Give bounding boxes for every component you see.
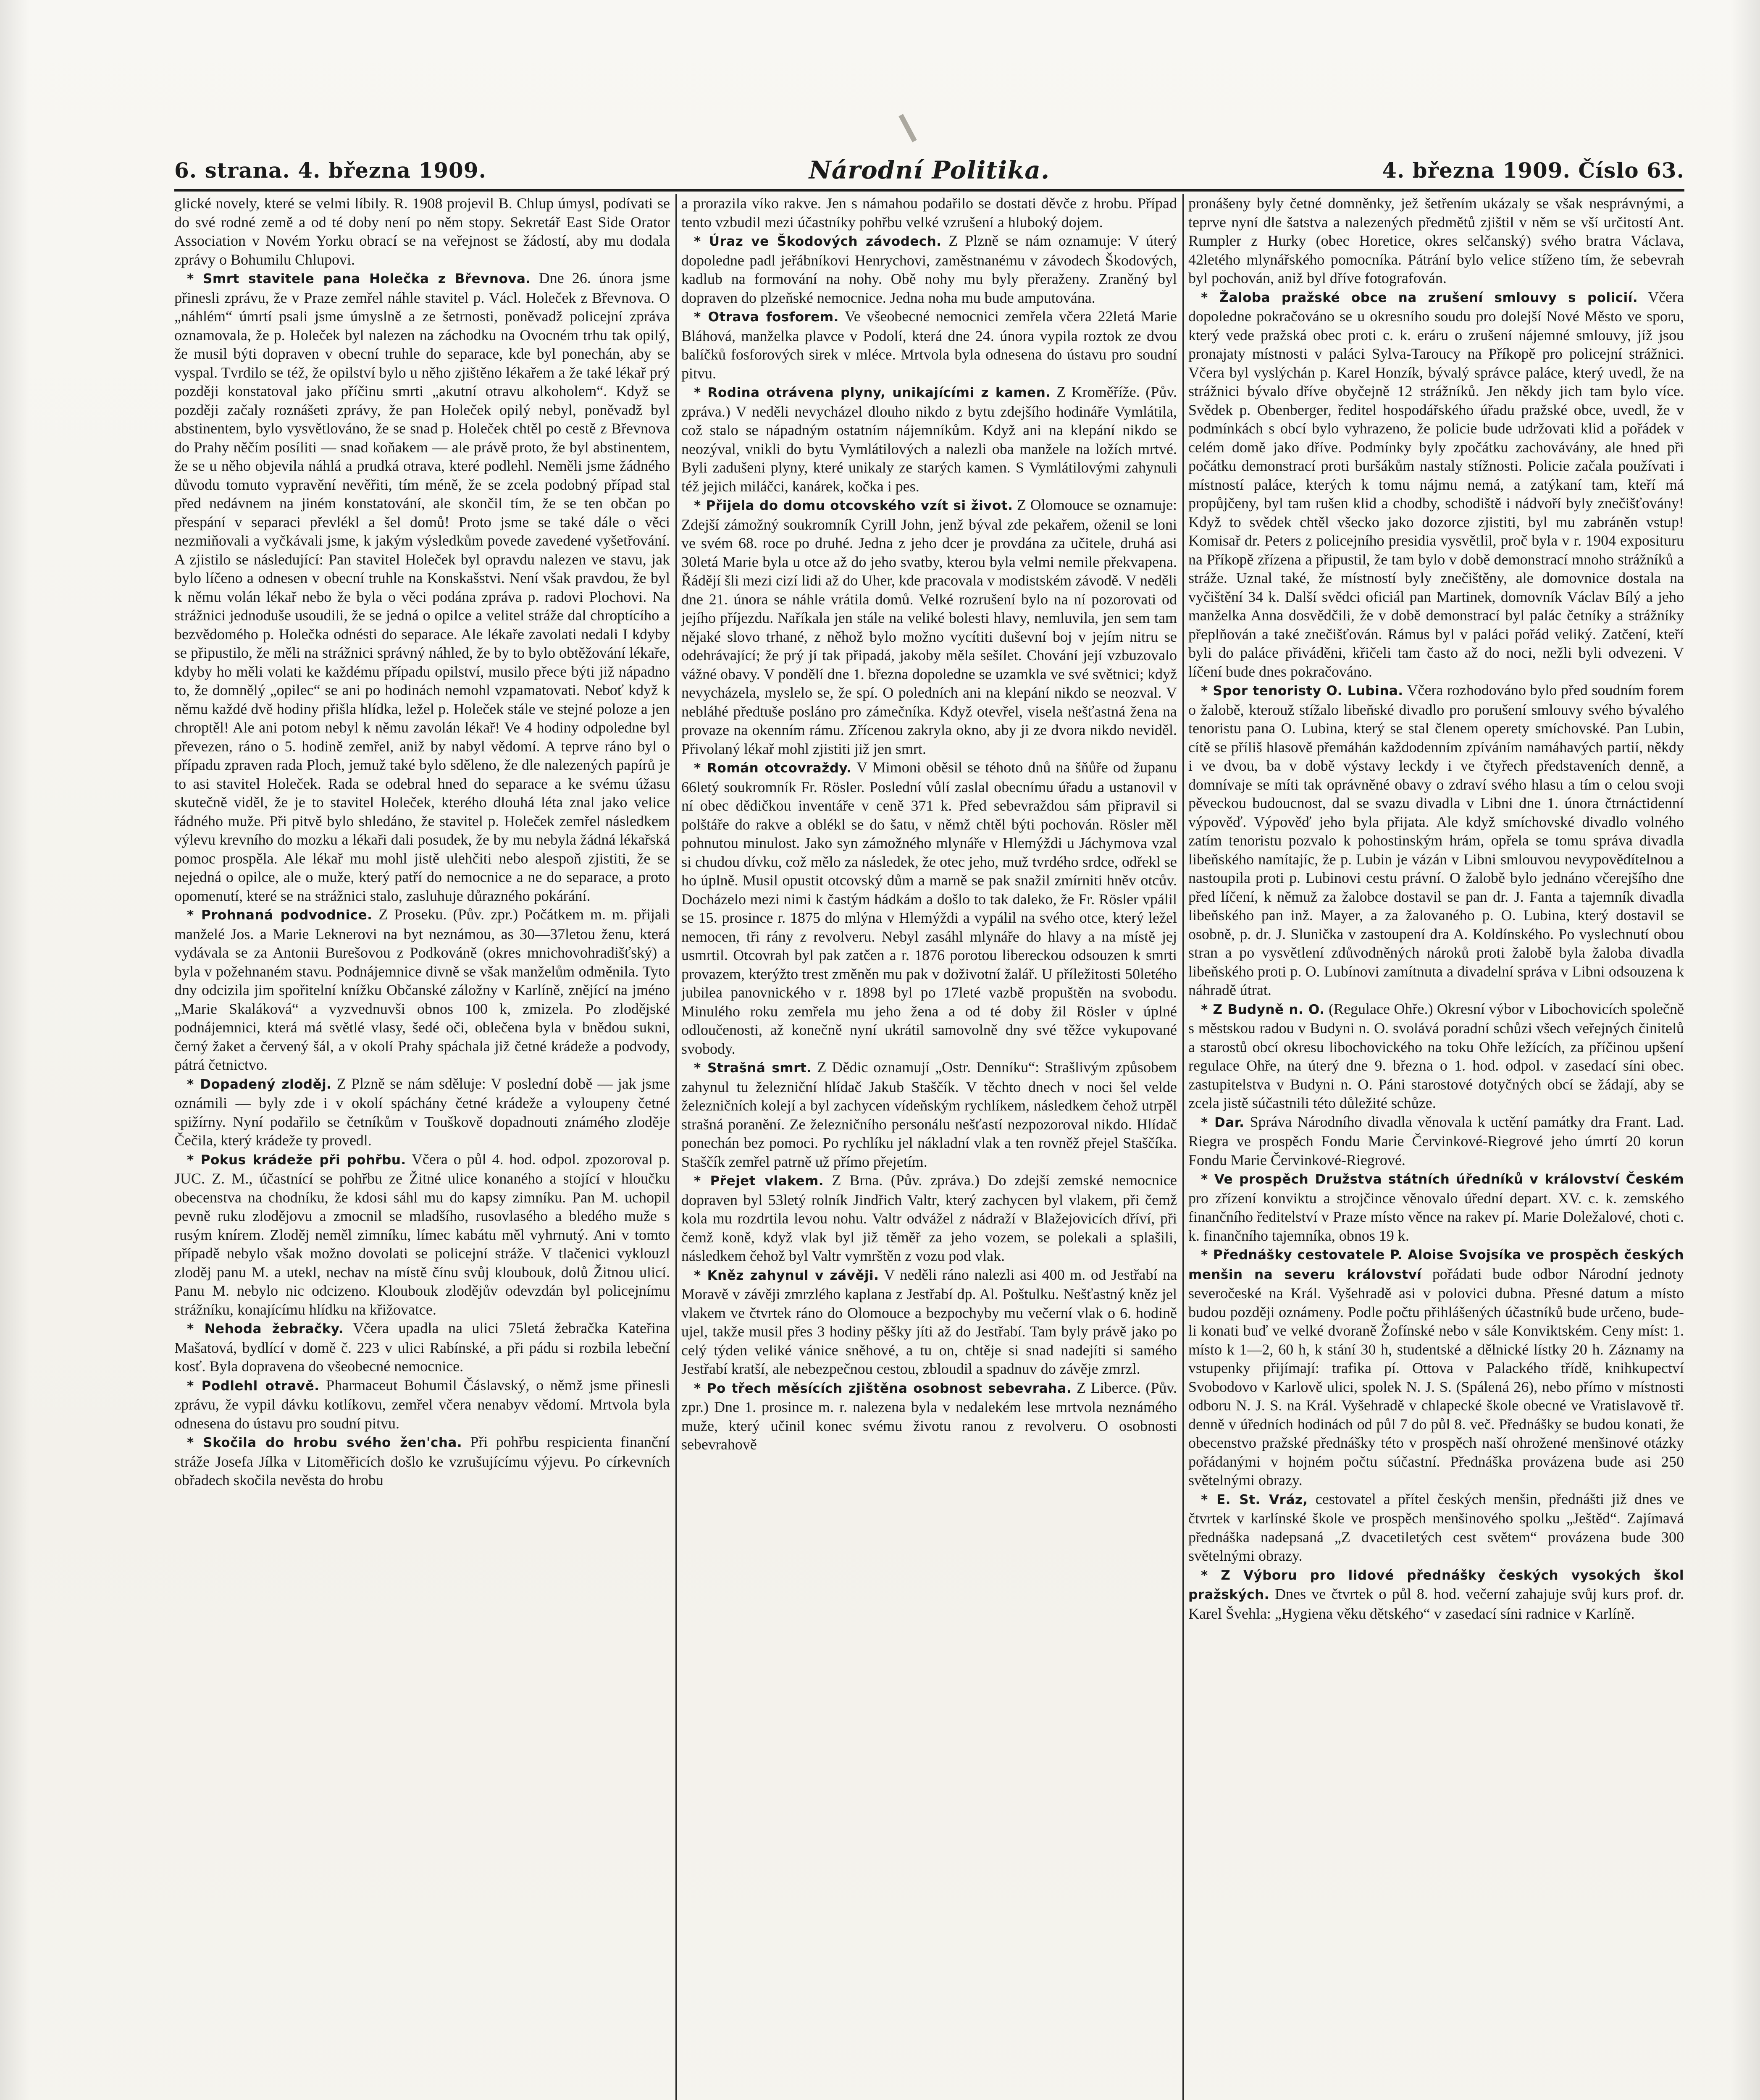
- article-body: pořádati bude odbor Národní jednoty severočeské na Král. Vyšehradě asi v polovici dubna. Přesné datum a místo budou později oznámeny. Podle počtu přihlášených účastníků bude určeno, bude-li konati buď ve velké dvoraně Žofínské nebo v sále Konviktském. Ceny míst: 1. místo k 1—2, 60 h, k stání 30 h, studentské a dělnické lístky 20 h. Záznamy na vstupenky přijímají: trafika pí. Ottova v Palackého třídě, knihkupectví Svobodovo v Karlově ulici, spolek N. J. S. (Spálená 26), nebo přímo v místnosti odboru N. J. S. na Král. Vyšehradě v chlapecké škole obecné ve Vratislavově tř. denně v úředních hodinách od půl 7 do půl 8. več. Přednášky se budou konati, že obecenstvo pražské přednášky této v prospěch naší ohrožené menšinové otázky pořádanými v hojném počtu súčastní. Přednáška provázena bude asi 250 světelnými obrazy.: [1188, 1265, 1684, 1488]
- header-rule: [174, 189, 1684, 192]
- article-heading: * Skočila do hrobu svého žen'cha.: [187, 1435, 462, 1450]
- article: [174, 1319, 670, 1376]
- article-heading: * Smrt stavitele pana Holečka z Břevnova.: [187, 271, 531, 286]
- article: [681, 1265, 1177, 1378]
- article: [1188, 1245, 1684, 1490]
- article-heading: * Spor tenoristy O. Lubina.: [1201, 683, 1403, 698]
- article-body: (Regulace Ohře.) Okresní výbor v Libochovicích společně s městskou radou v Budyni n. O. svolává poradní schůzi všech veřejných činitelů a starostů obcí okresu libochovického na toku Ohře ležících, za příčinou upšení regulace Ohře, na úterý dne 9. března o 1. hod. odpol. v zasedací síni obec. zastupitelstva v Budyni n. O. Páni starostové dotyčných obcí se žádají, aby se zcela jistě súčastnili této důležité schůze.: [1188, 1000, 1684, 1111]
- article-heading: * Dopadený zloděj.: [187, 1076, 332, 1092]
- article: [174, 1376, 670, 1433]
- article: [1188, 1565, 1684, 1623]
- article-heading: * E. St. Vráz,: [1201, 1492, 1308, 1507]
- article-body: Včera dopoledne pokračováno se u okresního soudu pro dolejší Nové Město ve sporu, který vede pražská obec proti c. k. eráru o zrušení nájemné smlouvy, jíž jsou pronajaty místnosti v paláci Sylva-Taroucy na Příkopě pro policejní strážnici. Včera byl vyslýchán p. Karel Honzík, bývalý správce paláce, který uvedl, že na strážnici bývalo dříve obyčejně 12 strážníků. Jen někdy jich tam bylo více. Svědek p. Obenberger, ředitel hospodářského úřadu pražské obce, uvedl, že v podmínkách s obcí bylo vyhrazeno, že policie bude udržovati klid a pořádek v celém domě jako dříve. Podmínky byly zpočátku zachovávány, ale hned při počátku demonstrací proti buršákům nastaly stížnosti. Policie začala používati i místností paláce, kterých k tomu nájmu nemá, a zatýkaní tam, kteří má propůjčeny, byl tam rušen klid a chodby, schodiště i nádvoří byly znečišťovány! Když to svědek chtěl všecko jako dozorce zjistiti, byl mu zabráněn vstup! Komisař dr. Peters z policejního presidia vysvětlil, proč byla v r. 1904 exposituru na Příkopě zřízena a připustil, že tam bylo v době demonstrací mnoho strážníků a stráže. Uznal také, že místností byly znečištěny, ale domovnice dostala na vyčištění 34 k. Další svědci oficiál pan Martinek, domovník Václav Bílý a jeho manželka Anna dosvědčili, že v době demonstrací byl palác četníky a strážníky přeplňován a také znečišťován. Rámus byl v paláci pořád veliký. Zatčení, kteří byli do paláce přiváděni, křičeli tam často až do noci, nežli byli odvezeni. V líčení bude dnes pokračováno.: [1188, 288, 1684, 680]
- article-heading: * Pokus krádeže při pohřbu.: [187, 1152, 406, 1168]
- article: [174, 269, 670, 905]
- masthead-title: Národní Politika.: [809, 156, 1050, 184]
- article-body: Dnes ve čtvrtek o půl 8. hod. večerní zahajuje svůj kurs prof. dr. Karel Švehla: „Hygiena věku dětského“ v zasedací síni radnice v Karlíně.: [1188, 1586, 1684, 1622]
- article-heading: * Přejet vlakem.: [694, 1173, 824, 1189]
- article-heading: * Z Výboru pro lidové přednášky českých vysokých škol pražských.: [1188, 1567, 1684, 1602]
- article-heading: * Podlehl otravě.: [187, 1378, 320, 1394]
- article-body: V neděli ráno nalezli asi 400 m. od Jestřabí na Moravě v závěji zmrzlého kaplana z Jestřabí dp. Al. Poštulku. Nešťastný kněz jel vlakem ve čtvrtek ráno do Olomouce a bezpochyby mu večerní vlak o 6. hodině ujel, takže musil přes 3 hodiny pěšky jíti až do Jestřabí. Tam byly právě jako po celý týden veliké vánice sněhové, a tu on, chtěje si snad nadejíti si samého Jestřabí kratší, ale nebezpečnou cestou, zbloudil a spadnuv do závěje zmrzl.: [681, 1266, 1177, 1377]
- article: [174, 194, 670, 269]
- article-heading: * Rodina otrávena plyny, unikajícími z kamen.: [694, 385, 1051, 400]
- article-heading: * Přednášky cestovatele P. Aloise Svojsíka ve prospěch českých menšin na severu království: [1188, 1247, 1684, 1282]
- article-body: pronášeny byly četné domněnky, jež šetřením ukázaly se však nesprávnými, a teprve nyní dle šatstva a nalezených předmětů zjištil v něm se vší určitostí Ant. Rumpler z Hurky (obec Horetice, okres selčanský) svého bratra Václava, 42letého mlynářského pomocníka. Pátrání bylo velice stíženo tím, že sebevrah byl pochován, aniž byl dříve fotografován.: [1188, 195, 1684, 286]
- article: [1188, 1169, 1684, 1245]
- article-body: cestovatel a přítel českých menšin, přednášti již dnes ve čtvrtek v karlínské škole ve prospěch menšinového spolku „Ještěd“. Zajímavá přednáška nadepsaná „Z dvacetiletých cest světem“ provázena bude 300 světelnými obrazy.: [1188, 1490, 1684, 1564]
- article: [1188, 681, 1684, 1000]
- article-heading: * Strašná smrt.: [694, 1060, 812, 1076]
- running-header: [174, 155, 1684, 185]
- article: [174, 905, 670, 1074]
- article-body: Z Liberce. (Pův. zpr.) Dne 1. prosince m. r. nalezena byla v nedalekém lese mrtvola neznámého muže, který učinil konec svému životu ranou z revolveru. O osobnosti sebevrahově: [681, 1379, 1177, 1453]
- header-page-date: 6. strana. 4. března 1909.: [174, 158, 486, 183]
- column-3: [1188, 194, 1684, 2100]
- article-body: Dne 26. února jsme přinesli zprávu, že v Praze zemřel náhle stavitel p. Václ. Holeček z Břevnova. O „náhlém“ úmrtí psali jsme úmyslně a ze šetrnosti, poněvadž policejní zpráva oznamovala, že p. Holeček byl nalezen na záchodku na Ovocném trhu tak opilý, že musil býti dopraven v obecní truhle do separace, kde byl ponechán, aby se vyspal. Tvrdilo se též, že opilství bylo u něho zjištěno lékařem a že také lékař prý později konstatoval jako příčinu smrti „akutní otravu alkoholem“. Když se později začaly roznášeti zprávy, že pan Holeček opilý nebyl, poněvadž byl abstinentem, bylo vysvětlováno, že se snad p. Holeček chtěl po cestě z Břevnova do Prahy něčím posíliti — snad koňakem — ale právě proto, že byl abstinentem, že se u něho objevila náhlá a prudká otrava, které podlehl. Neměli jsme žádného důvodu tomuto vypravění nevěřiti, tím méně, že se zcela podobný případ stal před nedávnem na jiném konstatování, ale skončil tím, že se ten občan po přespání v separaci převlékl a šel domů! Proto jsme se také dále o věci nezmiňovali a vyčkávali jsme, k jakým výsledkům povede zavedené vyšetřování. A zjistilo se následující: Pan stavitel Holeček byl opravdu nalezen ve stavu, jak bylo líčeno a odnesen v obecní truhle na Konskašstvi. Není však pravdou, že byl k němu volán lékař nebo že byla o věci podána zpráva p. radovi Plochovi. Na strážnici jednoduše usoudili, že se jedná o opilce a velitel stráže dal chroptícího a bezvědomého p. Holečka odnésti do separace. Ale lékaře zavolati nedali I kdyby se připustilo, že měli na strážnici správný náhled, že by to bylo obtěžování lékaře, kdyby ho měli volati ke každému případu opilství, musilo přece býti již nápadno to, že domnělý „opilec“ se ani po hodinách nemohl vzpamatovati. Neboť když k němu každé dvě hodiny přišla hlídka, ležel p. Holeček stále ve stejné poloze a jen chroptěl! Ale ani potom nebyl k němu zavolán lékař! Ve 4 hodiny odpoledne byl převezen, ráno o 5. hodině zemřel, aniž by nabyl vědomí. A teprve ráno byl o případu zpraven rada Ploch, jemuž také bylo sděleno, že dle nalezených papírů je to asi stavitel Holeček. Rada se odebral hned do separace a ke svému úžasu skutečně viděl, že je to stavitel Holeček, kterého dlouhá léta znal jako velice řádného muže. Při pitvě bylo shledáno, že stavitel p. Holeček zemřel následkem výlevu krevního do mozku a lékaři dali posudek, že by mu nebyla žádná lékařská pomoc prospěla. Ale lékař mu mohl jistě ulehčiti nebo alespoň zjistiti, že se nejedná o opilce, ale o muže, který patří do nemocnice a ne do separace, a proto opomenutí, které se na strážnici stalo, zasluhuje důrazného pokárání.: [174, 270, 670, 904]
- article: [681, 231, 1177, 307]
- article-body: Včera o půl 4. hod. odpol. zpozoroval p. JUC. Z. M., účastnící se pohřbu ze Žitné ulice konaného a stojící v hloučku obecenstva na chodníku, že kdosi sáhl mu do kapsy zimníku. Pan M. uchopil pevně ruku zlodějovu a zmocnil se mladšího, rusovlasého a bledého muže s rusým knírem. Zloděj neměl zimníku, límec kabátu měl vyhrnutý. Ani v tomto případě nebylo však možno dovolati se policejní stráže. V tlačenici vyklouzl zloděj panu M. a utekl, nechav na místě čínu svůj kloubouk, dolů Žitnou ulicí. Panu M. nebylo nic odcizeno. Kloubouk zlodějův odevzdán byl policejnímu strážníku, konajícímu hlídku na křižovatce.: [174, 1150, 670, 1318]
- article-body: Z Olomouce se oznamuje: Zdejší zámožný soukromník Cyrill John, jenž býval zde pekařem, oženil se loni ve svém 68. roce po druhé. Jedna z jeho dcer je provdána za učitele, druhá asi 30letá Marie byla u otce až do jeho svatby, kterou byla velmi nemile překvapena. Řádějí šli mezi cizí lidi až do Uher, kde pracovala v modistském závodě. V neděli dne 21. února se náhle vrátila domů. Velké rozrušení bylo na ní pozorovati od jejího příjezdu. Naříkala jen stále na veliké bolesti hlavy, nemluvila, jen sem tam nějaké slovo trhané, z něhož bylo možno vycítiti duševní boj v jejím nitru se odehrávající; že prý jí tak připadá, jakoby měla sešílet. Chování její vzbuzovalo vážné obavy. V pondělí dne 1. března dopoledne se uzamkla ve své světnici; když nevycházela, myslelo se, že spí. O poledních ani na klepání nikdo se neozval. V nebláhé předtuše posláno pro zámečníka. Když otevřel, visela nešťastná žena na provaze na okenním rámu. Zřícenou zakryla okno, aby ji ze dvora nikdo neviděl. Přivolaný lékař mohl zjistiti již jen smrt.: [681, 496, 1177, 757]
- article: [681, 383, 1177, 496]
- scan-mark: [898, 114, 917, 142]
- article-body: Z Proseku. (Pův. zpr.) Počátkem m. m. přijali manželé Jos. a Marie Leknerovi na byt neznámou, as 30—37letou ženu, která vydávala se za Antonii Burešovou z Podkováně (okres mnichovohradišťský) a byla v požehnaném stavu. Podnájemnice divně se však manželům odměnila. Tyto dny odcizila jim spořitelní knížku Občanské záložny v Karlíně, znějící na jméno „Marie Skaláková“ a vyzvednuvši obnos 100 k, zmizela. Po zlodějské podnájemnici, která má světlé vlasy, šedé oči, oblečena byla v bnědou sukni, černý žaket a červený šál, a v okolí Prahy spáchala již četné krádeže a podvody, pátrá četnictvo.: [174, 906, 670, 1073]
- article: [681, 1378, 1177, 1454]
- article-body: Ve všeobecné nemocnici zemřela včera 22letá Marie Bláhová, manželka plavce v Podolí, která dne 24. února vypila roztok ze dvou balíčků fosforových sirek v mléce. Mrtvola byla odnesena do ústavu pro soudní pitvu.: [681, 308, 1177, 382]
- article-heading: * Přijela do domu otcovského vzít si život.: [694, 498, 1013, 513]
- article-body: Včera rozhodováno bylo před soudním forem o žalobě, kterouž stížalo libeňské divadlo pro porušení smlouvy svého bývalého tenoristu pana O. Lubina, který se stal členem operety smíchovské. Pan Lubin, cítě se příliš hlasově přemáhán každodenním zpíváním namáhavých partií, někdy i ve dvou, ba v době výstavy leckdy i ve čtyřech představeních denně, a domnívaje se míti tak oprávněné obavy o zdraví svého hlasu a tím o celou svoji pěveckou budoucnost, dal se svazu divadla v Libni dne 1. února čtrnáctidenní výpověď. Výpověď jeho byla přijata. Ale když smíchovské divadlo volného zatím tenoristu pozvalo k pohostinským hrám, opřela se tomu správa divadla libeňského namítajíc, že p. Lubin je vázán v Libni smlouvou nevypovědítelnou a nastoupila proti p. Lubinovi cestu právní. O žalobě bylo jednáno včerejšího dne před líčení, k němuž za žalobce dostavil se pan dr. J. Fanta a tajemník divadla libeňského pan inž. Mayer, a za žalovaného p. O. Lubina, který dostavil se osobně, p. dr. J. Slunička v zastoupení dra A. Koldínského. Po vyslechnutí obou stran a po vysvětlení zdůvodněných nároků proti žalobě byla žaloba divadla libeňského proti p. O. Lubínovi zamítnuta a divadelní správa v Libni odsouzena k náhradě útrat.: [1188, 682, 1684, 998]
- article-heading: * Žaloba pražské obce na zrušení smlouvy s policií.: [1201, 290, 1638, 305]
- article: [1188, 1000, 1684, 1113]
- article: [681, 307, 1177, 383]
- column-2: [681, 194, 1177, 2100]
- article: [174, 1150, 670, 1319]
- article-body: V Mimoni oběsil se téhoto dnů na šňůře od županu 66letý soukromník Fr. Rösler. Poslední vůlí zaslal obecnímu úřadu a ustanovil v ní obec dědičkou inventáře v ceně 371 k. Před sebevraždou sám připravil si polštáře do rakve a oblékl se do šatu, v němž chtěl býti pochován. Rösler měl pohnutou minulost. Jako syn zámožného mlynáře v Hlemýždi u Jáchymova vzal si chudou dívku, což mělo za následek, že otec jeho, muž tvrdého srdce, odřekl se ho úplně. Musil opustit otcovský dům a marně se pak snažil zmírniti hněv otcův. Docházelo mezi nimi k častým hádkám a došlo to tak daleko, že Fr. Rösler vpálil se 15. prosince r. 1875 do mlýna v Hlemýždi a vypálil na svého otce, který ležel nemocen, tři rány z revolveru. Nebyl zasáhl mlynáře do hlavy a na místě jej usmrtil. Otcovrah byl pak zatčen a r. 1876 porotou libereckou odsouzen k smrti provazem, kterýžto trest změněn mu pak v doživotní žalář. U příležitosti 50letého jubilea panovnického v r. 1898 byl po 17leté vazbě propuštěn na svobodu. Minulého roku zemřela mu jeho žena a od té doby žil Rösler v úplné odloučenosti, až konečně nyní ukrátil samovolně dny své těžce vykupované svobody.: [681, 759, 1177, 1057]
- article: [1188, 1490, 1684, 1565]
- header-date-issue: 4. března 1909. Číslo 63.: [1382, 158, 1684, 183]
- article: [174, 1433, 670, 1490]
- article-heading: * Nehoda žebračky.: [187, 1321, 344, 1336]
- text-columns: [174, 194, 1684, 2100]
- article-body: a prorazila víko rakve. Jen s námahou podařilo se dostati děvče z hrobu. Případ tento vzbudil mezi účastníky pohřbu velké vzrušení a hluboký dojem.: [681, 195, 1177, 231]
- article-heading: * Z Budyně n. O.: [1201, 1002, 1325, 1017]
- article-body: Pharmaceut Bohumil Čáslavský, o němž jsme přinesli zprávu, že vypil dávku kotlíkovu, zemřel včera nenabyv vědomí. Mrtvola byla odnesena do ústavu pro soudní pitvu.: [174, 1376, 670, 1432]
- article: [1188, 288, 1684, 681]
- article-heading: * Ve prospěch Družstva státních úředníků v království Českém: [1201, 1172, 1684, 1187]
- article: [681, 1171, 1177, 1265]
- article: [1188, 1113, 1684, 1170]
- article: [174, 1074, 670, 1150]
- article-heading: * Kněz zahynul v závěji.: [694, 1268, 879, 1283]
- article-body: pro zřízení konviktu a strojčince věnovalo úřední depart. XV. c. k. zemského finančního ředitelství v Praze místo věnce na rakev pí. Marie Doležalové, choti c. k. finančního tajemníka, obnos 19 k.: [1188, 1189, 1684, 1244]
- article-body: Z Dědic oznamují „Ostr. Denníku“: Strašlivým způsobem zahynul tu železniční hlídač Jakub Staščík. V těchto dnech v noci šel velde železničních kolejí a byl zachycen vídeňským rychlíkem, následkem čehož utrpěl strašná poranění. Ze železničního personálu nešťastí nezpozoroval nikdo. Hlídač ponechán bez pomoci. Po rychlíku jel nákladní vlak a ten rovněž přejel Staščíka. Staščík zemřel patrně už přímo přejetím.: [681, 1059, 1177, 1170]
- article-heading: * Román otcovraždy.: [694, 761, 852, 776]
- article-body: Správa Národního divadla věnovala k uctění památky dra Frant. Lad. Riegra ve prospěch Fondu Marie Červinkové-Riegrové jeho úmrtí 20 korun Fondu Marie Červinkové-Riegrové.: [1188, 1113, 1684, 1168]
- article-heading: * Dar.: [1201, 1115, 1245, 1130]
- article-body: Z Kroměříže. (Pův. zpráva.) V neděli nevycházel dlouho nikdo z bytu zdejšího hodináře Vymlátila, což stalo se nápadným ostatním nájemníkům. Když ani na klepání nikdo se neozýval, vnikli do bytu Vymlátilových a nalezli oba manžele na ložích mrtvé. Byli zadušeni plyny, které unikaly ze starých kamen. S Vymlátilovými zahynuli též jejich miláčci, kanárek, kočka i pes.: [681, 383, 1177, 495]
- article-heading: * Úraz ve Škodových závodech.: [694, 234, 942, 249]
- article-body: Z Brna. (Pův. zpráva.) Do zdejší zemské nemocnice dopraven byl 53letý rolník Jindřich Valtr, který zachycen byl vlakem, při čemž kola mu rozdrtila levou nohu. Valtr odvážel z nádraží v Blažejovicích dříví, při čemž koně, když vlak byl již těměř za jeho vozem, se polekali a splašili, následkem čehož byl Valtr vymrštěn z vozu pod vlak.: [681, 1172, 1177, 1264]
- column-1: [174, 194, 670, 2100]
- article: [1188, 194, 1684, 288]
- article-body: Včera upadla na ulici 75letá žebračka Kateřina Mašatová, bydlící v domě č. 223 v ulici Rabínské, a při pádu si rozbila lebeční kosť. Byla dopravena do všeobecné nemocnice.: [174, 1320, 670, 1375]
- article-body: Z Plzně se nám sděluje: V poslední době — jak jsme oznámili — byly zde i v okolí spáchány četné krádeže a vyloupeny četné spižírny. Nyní podařilo se četníkům v Touškově dopadnouti známého zloděje Čečila, který krádeže ty provedl.: [174, 1075, 670, 1149]
- article-body: Z Plzně se nám oznamuje: V úterý dopoledne padl jeřábníkovi Henrychovi, zaměstnanému v závodech Škodových, kadlub na formování na nohy. Obě nohy mu byly přeraženy. Zraněný byl dopraven do plzeňské nemocnice. Jedna noha mu bude amputována.: [681, 232, 1177, 306]
- article: [681, 1058, 1177, 1171]
- page-edge-shadow-left: [0, 0, 29, 2100]
- article-heading: * Prohnaná podvodnice.: [187, 908, 373, 923]
- article: [681, 194, 1177, 231]
- page-edge-shadow-right: [1731, 0, 1760, 2100]
- article-body: Při pohřbu respicienta finanční stráže Josefa Jílka v Litoměřicích došlo ke vzrušujícímu výjevu. Po církevních obřadech skočila nevěsta do hrobu: [174, 1433, 670, 1488]
- article: [681, 758, 1177, 1058]
- article-heading: * Otrava fosforem.: [694, 310, 839, 325]
- article-body: glické novely, které se velmi líbily. R. 1908 projevil B. Chlup úmysl, podívati se do své rodné země a od té doby není po něm stopy. Sekretář East Side Orator Association v Novém Yorku obrací se na veřejnost se žádostí, aby mu dodala zprávy o Bohumilu Chlupovi.: [174, 195, 670, 268]
- article: [681, 496, 1177, 758]
- article-heading: * Po třech měsících zjištěna osobnost sebevraha.: [694, 1381, 1072, 1396]
